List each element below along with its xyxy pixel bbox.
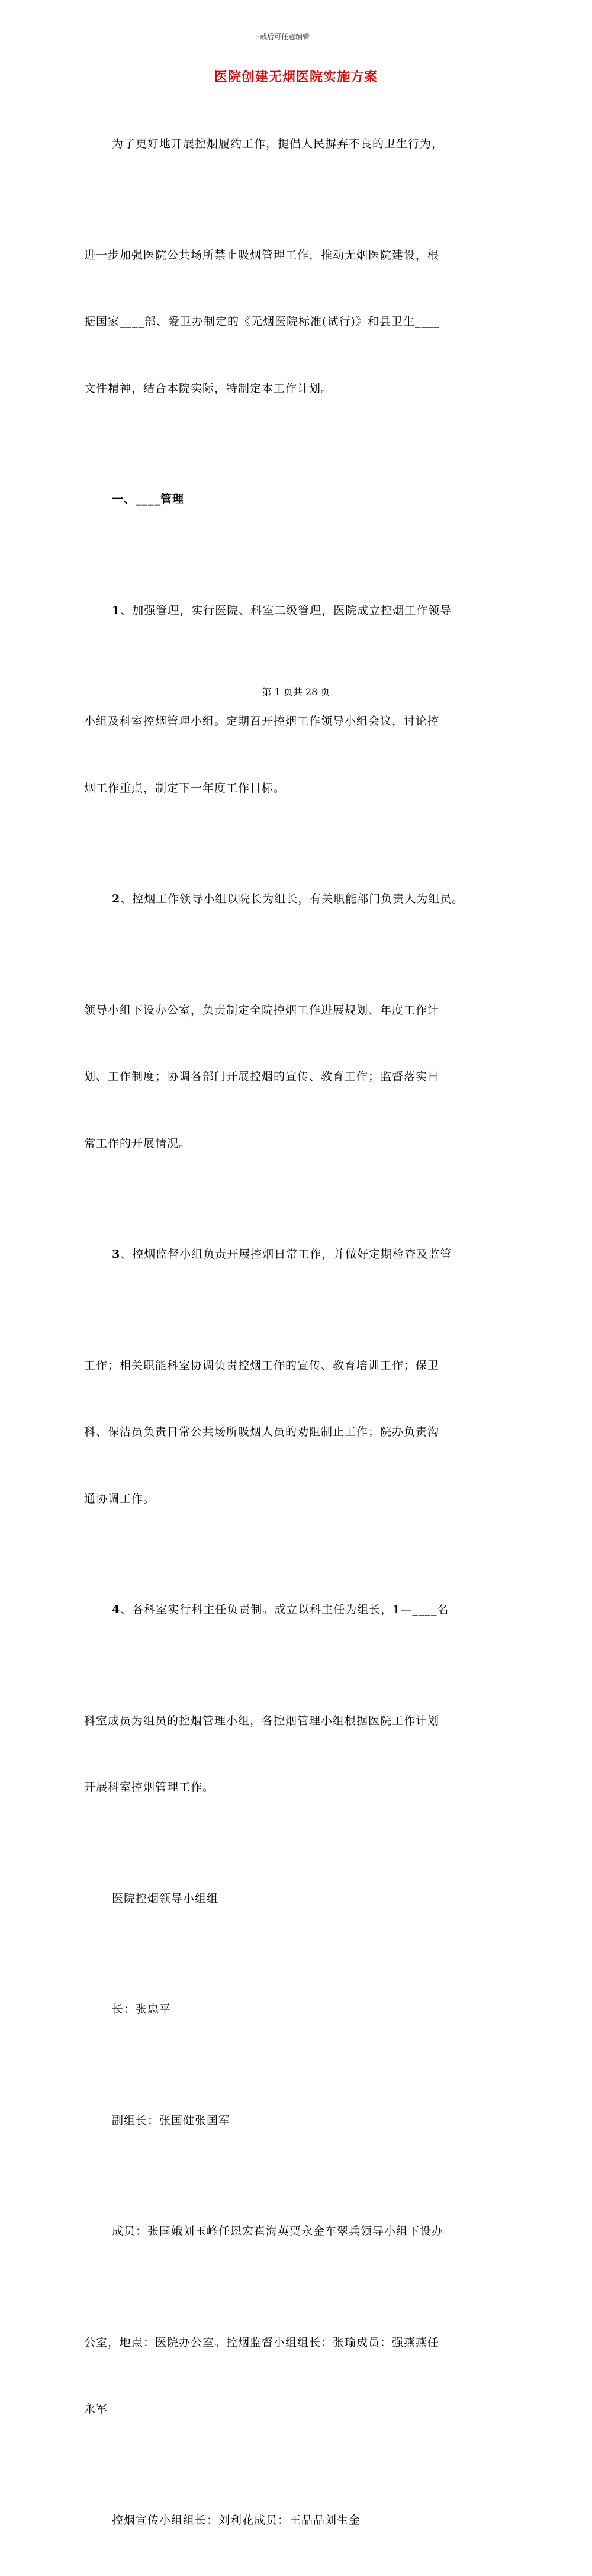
group-members-line: 永军 — [84, 2398, 487, 2421]
item-line: 划、工作制度；协调各部门开展控烟的宣传、教育工作；监督落实日 — [84, 1066, 487, 1088]
intro-line: 进一步加强医院公共场所禁止吸烟管理工作，推动无烟医院建设，根 — [84, 245, 487, 267]
item-line: 工作；相关职能科室协调负责控烟工作的宣传、教育培训工作；保卫 — [84, 1355, 487, 1377]
group-title-text: 医院控烟领导小组组 — [84, 1888, 487, 1910]
item-4-paragraph — [84, 1554, 487, 1666]
document-title: 医院创建无烟医院实施方案 — [0, 67, 592, 85]
propaganda-group — [84, 2465, 487, 2576]
group-leader-text: 长：张忠平 — [84, 1999, 487, 2021]
section-heading-text: 一、____管理 — [84, 489, 487, 511]
intro-paragraph — [84, 89, 487, 200]
item-line: 科、保洁员负责日常公共场所吸烟人员的劝阻制止工作；院办负责沟 — [84, 1421, 487, 1444]
section-heading — [84, 444, 487, 555]
group-members-line: 公室，地点：医院办公室。控烟监督小组组长：张瑜成员：强燕燕任 — [84, 2332, 487, 2355]
group-deputy-text: 副组长：张国健张国军 — [84, 2110, 487, 2132]
item-line — [84, 1599, 487, 1621]
intro-line: 据国家____部、爱卫办制定的《无烟医院标准(试行)》和县卫生____ — [84, 311, 487, 333]
item-line: 通协调工作。 — [84, 1488, 487, 1511]
group-members-line: 成员：张国娥刘玉峰任恩宏崔海英贾永金车翠兵领导小组下设办 — [84, 2221, 487, 2243]
group-members — [84, 2176, 487, 2288]
item-line — [84, 888, 487, 911]
item-text: 、控烟工作领导小组以院长为组长，有关职能部门负责人为组员。 — [120, 892, 464, 905]
item-line: 烟工作重点，制定下一年度工作目标。 — [84, 778, 487, 800]
item-line: 常工作的开展情况。 — [84, 1133, 487, 1155]
item-line — [84, 1244, 487, 1266]
intro-paragraph-cont — [84, 200, 487, 445]
item-number: 2 — [112, 892, 120, 905]
item-line: 科室成员为组员的控烟管理小组，各控烟管理小组根据医院工作计划 — [84, 1710, 487, 1733]
item-3-paragraph-cont — [84, 1311, 487, 1555]
item-number: 3 — [112, 1248, 120, 1261]
item-line — [84, 600, 487, 622]
group-leader — [84, 1954, 487, 2066]
item-text: 、控烟监督小组负责开展控烟日常工作，并做好定期检查及监管 — [120, 1248, 452, 1261]
document-body — [84, 89, 487, 2576]
item-line: 小组及科室控烟管理小组。定期召开控烟工作领导小组会议，讨论控 — [84, 711, 487, 733]
group-title — [84, 1843, 487, 1955]
item-2-paragraph — [84, 844, 487, 955]
item-2-paragraph-cont — [84, 955, 487, 1200]
item-text: 、加强管理，实行医院、科室二级管理，医院成立控烟工作领导 — [120, 604, 452, 617]
group-members-cont — [84, 2288, 487, 2465]
intro-line: 文件精神，结合本院实际，特制定本工作计划。 — [84, 378, 487, 400]
item-number: 4 — [112, 1603, 120, 1616]
page-footer: 第 1 页共 28 页 — [0, 685, 592, 698]
item-1-paragraph — [84, 555, 487, 667]
header-note: 下载后可任意编辑 — [0, 31, 562, 41]
item-line: 领导小组下设办公室，负责制定全院控烟工作进展规划、年度工作计 — [84, 1000, 487, 1022]
item-text: 、各科室实行科主任负责制。成立以科主任为组长，1—____名 — [120, 1603, 449, 1616]
item-line: 开展科室控烟管理工作。 — [84, 1777, 487, 1799]
group-deputy — [84, 2066, 487, 2177]
propaganda-group-text: 控烟宣传小组组长：刘利花成员：王晶晶刘生金 — [84, 2510, 487, 2532]
item-3-paragraph — [84, 1199, 487, 1311]
intro-line: 为了更好地开展控烟履约工作，提倡人民摒弃不良的卫生行为， — [84, 133, 487, 156]
item-4-paragraph-cont — [84, 1666, 487, 1843]
item-number: 1 — [112, 604, 120, 617]
